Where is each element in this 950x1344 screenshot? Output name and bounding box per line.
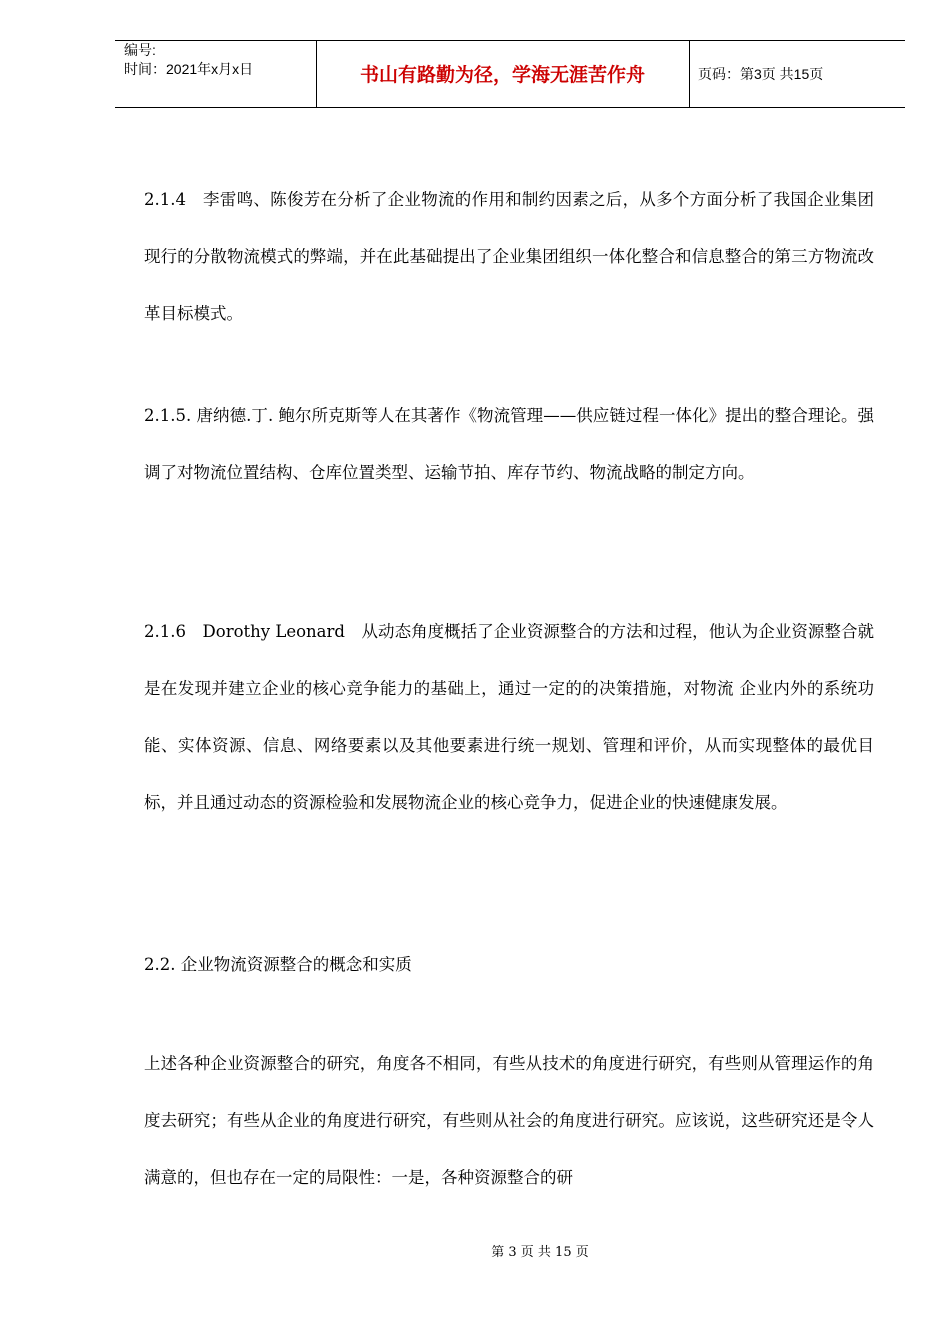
- document-time-label: 时间：2021年x月x日: [124, 61, 254, 77]
- header-motto: 书山有路勤为径，学海无涯苦作舟: [359, 64, 645, 86]
- document-number-label: 编号:: [124, 42, 156, 58]
- page-footer: 第 3 页 共 15 页: [491, 1245, 589, 1260]
- section-heading-2-2: 2.2. 企业物流资源整合的概念和实质: [144, 955, 412, 974]
- header-page-info: 页码：第3页 共15页: [698, 65, 824, 82]
- paragraph-2-1-5: 2.1.5. 唐纳德.丁. 鲍尔所克斯等人在其著作《物流管理——供应链过程一体化》提出的整合理论。强调了对物流位置结构、仓库位置类型、运输节拍、库存节约、物流战略的制定方向。: [144, 406, 874, 482]
- paragraph-2-1-4: 2.1.4 李雷鸣、陈俊芳在分析了企业物流的作用和制约因素之后，从多个方面分析了我国企业集团现行的分散物流模式的弊端，并在此基础提出了企业集团组织一体化整合和信息整合的第三方物流改革目标模式。: [144, 190, 874, 323]
- paragraph-summary: 上述各种企业资源整合的研究，角度各不相同，有些从技术的角度进行研究，有些则从管理运作的角度去研究；有些从企业的角度进行研究，有些则从社会的角度进行研究。应该说，这些研究还是令人满意的，但也存在一定的局限性：一是，各种资源整合的研: [144, 1054, 874, 1187]
- paragraph-2-1-6: 2.1.6 Dorothy Leonard 从动态角度概括了企业资源整合的方法和过程，他认为企业资源整合就是在发现并建立企业的核心竞争能力的基础上，通过一定的的决策措施，对物流 企业内外的系统功能、实体资源、信息、网络要素以及其他要素进行统一规划、管理和评价，从而实现整体的最优目标，并且通过动态的资源检验和发展物流企业的核心竞争力，促进企业的快速健康发展。: [144, 622, 874, 812]
- header-meta: [124, 41, 253, 79]
- header-divider-right: [689, 40, 690, 107]
- header-bottom-rule: [115, 107, 905, 108]
